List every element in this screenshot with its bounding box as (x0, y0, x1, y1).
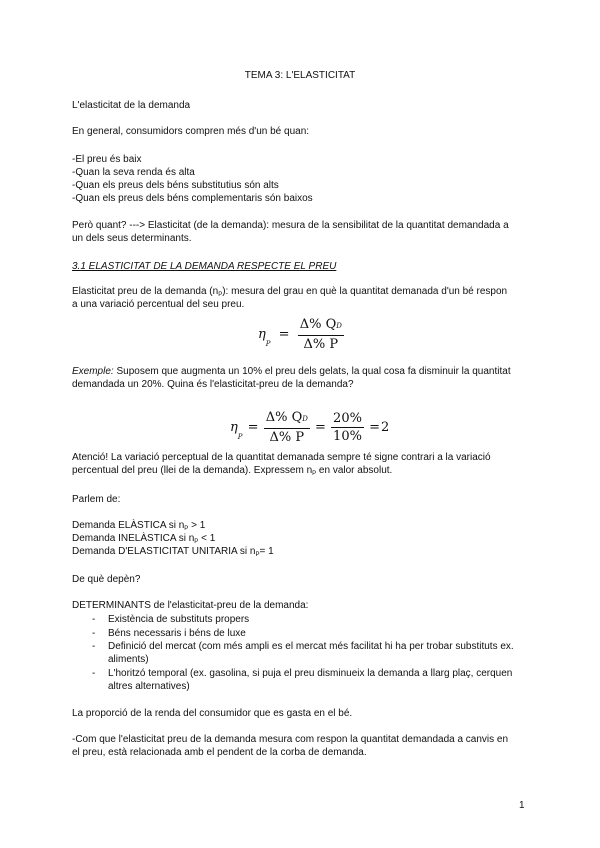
formula-equals: = (278, 327, 290, 342)
determinants-title: DETERMINANTS de l'elasticitat-preu de la demanda: (72, 600, 309, 611)
determinant-item: Béns necessaris i béns de luxe (108, 628, 246, 639)
talk-text: Parlem de: (72, 494, 121, 505)
example-line: demandada un 20%. Quina és l'elasticitat-preu de la demanda? (72, 379, 354, 390)
condition-item: -Quan la seva renda és alta (72, 167, 195, 178)
elasticity-formula (258, 317, 344, 352)
example-line (72, 365, 511, 378)
bullet-dash: - (92, 668, 96, 679)
formula-result: 2 (381, 420, 390, 435)
definition-text: ): mesura del grau en què la quantitat demanada d'un bé respon (222, 286, 508, 297)
demand-type (72, 545, 274, 562)
formula-numerator: Δ% Q (265, 410, 303, 425)
formula-fraction (298, 317, 344, 352)
definition-text: Elasticitat preu de la demanda (n (72, 286, 219, 297)
formula-eta: η (258, 327, 266, 342)
closing-line: el preu, està relacionada amb el pendent de la corba de demanda. (72, 747, 367, 758)
demand-type-subscript: P (255, 552, 260, 558)
determinant-item: Definició del mercat (com més ampli es el mercat més facilitat hi ha per trobar substituts ex. aliments) (108, 641, 514, 665)
subtitle: L'elasticitat de la demanda (72, 100, 191, 111)
example-formula (230, 410, 389, 445)
demand-type-text: = 1 (259, 546, 274, 557)
formula-denominator: Δ% P (303, 337, 339, 352)
demand-type-text: Demanda INELÀSTICA si n (72, 533, 195, 544)
demand-type-text: < 1 (198, 533, 216, 544)
formula-numerator-sub: D (336, 322, 342, 330)
demand-type-text: > 1 (188, 520, 206, 531)
attention-line (72, 464, 392, 481)
question-line: Però quant? ---> Elasticitat (de la demanda): mesura de la sensibilitat de la quantitat demandada a (72, 220, 509, 231)
bullet-dash: - (92, 641, 96, 652)
formula-eta-sub: P (237, 433, 243, 441)
demand-type-subscript: P (194, 539, 199, 545)
question-line: un dels seus determinants. (72, 233, 192, 244)
bullet-dash: - (92, 628, 96, 639)
page-number: 1 (519, 800, 525, 811)
attention-text: percentual del preu (llei de la demanda). Expressem n (72, 465, 313, 476)
condition-item: -Quan els preus dels béns substitutius són alts (72, 180, 279, 191)
formula-equals: = (247, 420, 259, 435)
closing-line: -Com que l'elasticitat preu de la demanda mesura com respon la quantitat demandada a canvis en (72, 734, 509, 745)
formula-numerator-sub: D (302, 415, 308, 423)
formula-equals: = (369, 420, 380, 435)
intro-text: En general, consumidors compren més d'un bé quan: (72, 126, 310, 137)
condition-item: -Quan els preus dels béns complementaris són baixos (72, 193, 313, 204)
formula-numerator: 20% (333, 411, 362, 426)
formula-fraction (331, 411, 364, 444)
demand-type-text: Demanda D'ELASTICITAT UNITARIA si n (72, 546, 256, 557)
formula-denominator: Δ% P (269, 430, 305, 445)
example-text: Suposem que augmenta un 10% el preu dels gelats, la qual cosa fa disminuir la quantitat (113, 366, 511, 377)
attention-text: en valor absolut. (316, 465, 393, 476)
formula-denominator: 10% (333, 429, 362, 444)
example-label: Exemple: (72, 366, 114, 377)
page-title: TEMA 3: L'ELASTICITAT (244, 70, 356, 81)
condition-item: -El preu és baix (72, 154, 142, 165)
demand-type-subscript: P (184, 526, 189, 532)
section-heading: 3.1 ELASTICITAT DE LA DEMANDA RESPECTE EL PREU (72, 261, 337, 272)
attention-subscript: P (312, 471, 317, 477)
formula-eta-sub: P (265, 340, 271, 348)
attention-line: Atenció! La variació perceptual de la quantitat demanada sempre té signe contrari a la variació (72, 452, 491, 463)
demand-type-text: Demanda ELÀSTICA si n (72, 520, 185, 531)
determinant-item: Existència de substituts propers (108, 614, 250, 625)
definition-subscript: P (218, 292, 223, 298)
formula-numerator: Δ% Q (299, 317, 337, 332)
definition-line: a una variació percentual del seu preu. (72, 299, 245, 310)
proportion-text: La proporció de la renda del consumidor que es gasta en el bé. (72, 708, 353, 719)
formula-equals: = (315, 420, 326, 435)
depends-text: De què depèn? (72, 574, 141, 585)
bullet-dash: - (92, 614, 96, 625)
formula-eta: η (230, 420, 238, 435)
formula-fraction (264, 410, 310, 445)
determinant-item: L'horitzó temporal (ex. gasolina, si puja el preu disminueix la demanda a llarg plaç, cerquen altres alternatives) (108, 668, 513, 692)
